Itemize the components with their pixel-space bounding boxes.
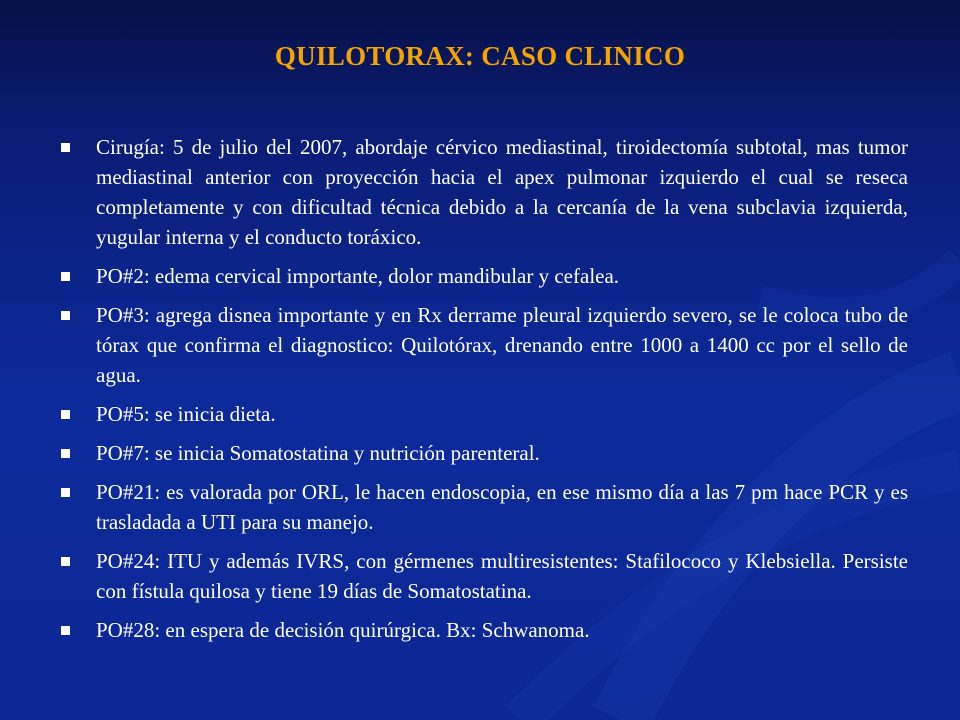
- square-bullet-icon: [61, 488, 70, 497]
- bullet-text: PO#21: es valorada por ORL, le hacen endoscopia, en ese mismo día a las 7 pm hace PCR y es trasladada a UTI para su manejo.: [96, 480, 908, 534]
- list-item: [56, 615, 908, 645]
- bullet-list: [56, 132, 908, 654]
- bullet-text: PO#3: agrega disnea importante y en Rx derrame pleural izquierdo severo, se le coloca tubo de tórax que confirma el diagnostico: Quilotórax, drenando entre 1000 a 1400 cc por el sello de agua.: [96, 303, 908, 387]
- slide-title: QUILOTORAX: CASO CLINICO: [274, 41, 686, 71]
- list-item: [56, 438, 908, 468]
- square-bullet-icon: [61, 449, 70, 458]
- list-item: [56, 399, 908, 429]
- bullet-text: Cirugía: 5 de julio del 2007, abordaje cérvico mediastinal, tiroidectomía subtotal, mas tumor mediastinal anterior con proyección hacia el apex pulmonar izquierdo el cual se reseca completamente y con dificultad técnica debido a la cercanía de la vena subclavia izquierda, yugular interna y el conducto toráxico.: [96, 135, 908, 249]
- list-item: [56, 132, 908, 252]
- square-bullet-icon: [61, 311, 70, 320]
- bullet-text: PO#28: en espera de decisión quirúrgica. Bx: Schwanoma.: [96, 618, 590, 642]
- list-item: [56, 477, 908, 537]
- bullet-text: PO#2: edema cervical importante, dolor mandibular y cefalea.: [96, 264, 620, 288]
- square-bullet-icon: [61, 626, 70, 635]
- square-bullet-icon: [61, 410, 70, 419]
- bullet-text: PO#24: ITU y además IVRS, con gérmenes multiresistentes: Stafilococo y Klebsiella. Persiste con fístula quilosa y tiene 19 días de Somatostatina.: [96, 549, 908, 603]
- square-bullet-icon: [61, 272, 70, 281]
- square-bullet-icon: [61, 143, 70, 152]
- bullet-text: PO#7: se inicia Somatostatina y nutrición parenteral.: [96, 441, 540, 465]
- bullet-text: PO#5: se inicia dieta.: [96, 402, 276, 426]
- list-item: [56, 546, 908, 606]
- square-bullet-icon: [61, 557, 70, 566]
- list-item: [56, 261, 908, 291]
- list-item: [56, 300, 908, 390]
